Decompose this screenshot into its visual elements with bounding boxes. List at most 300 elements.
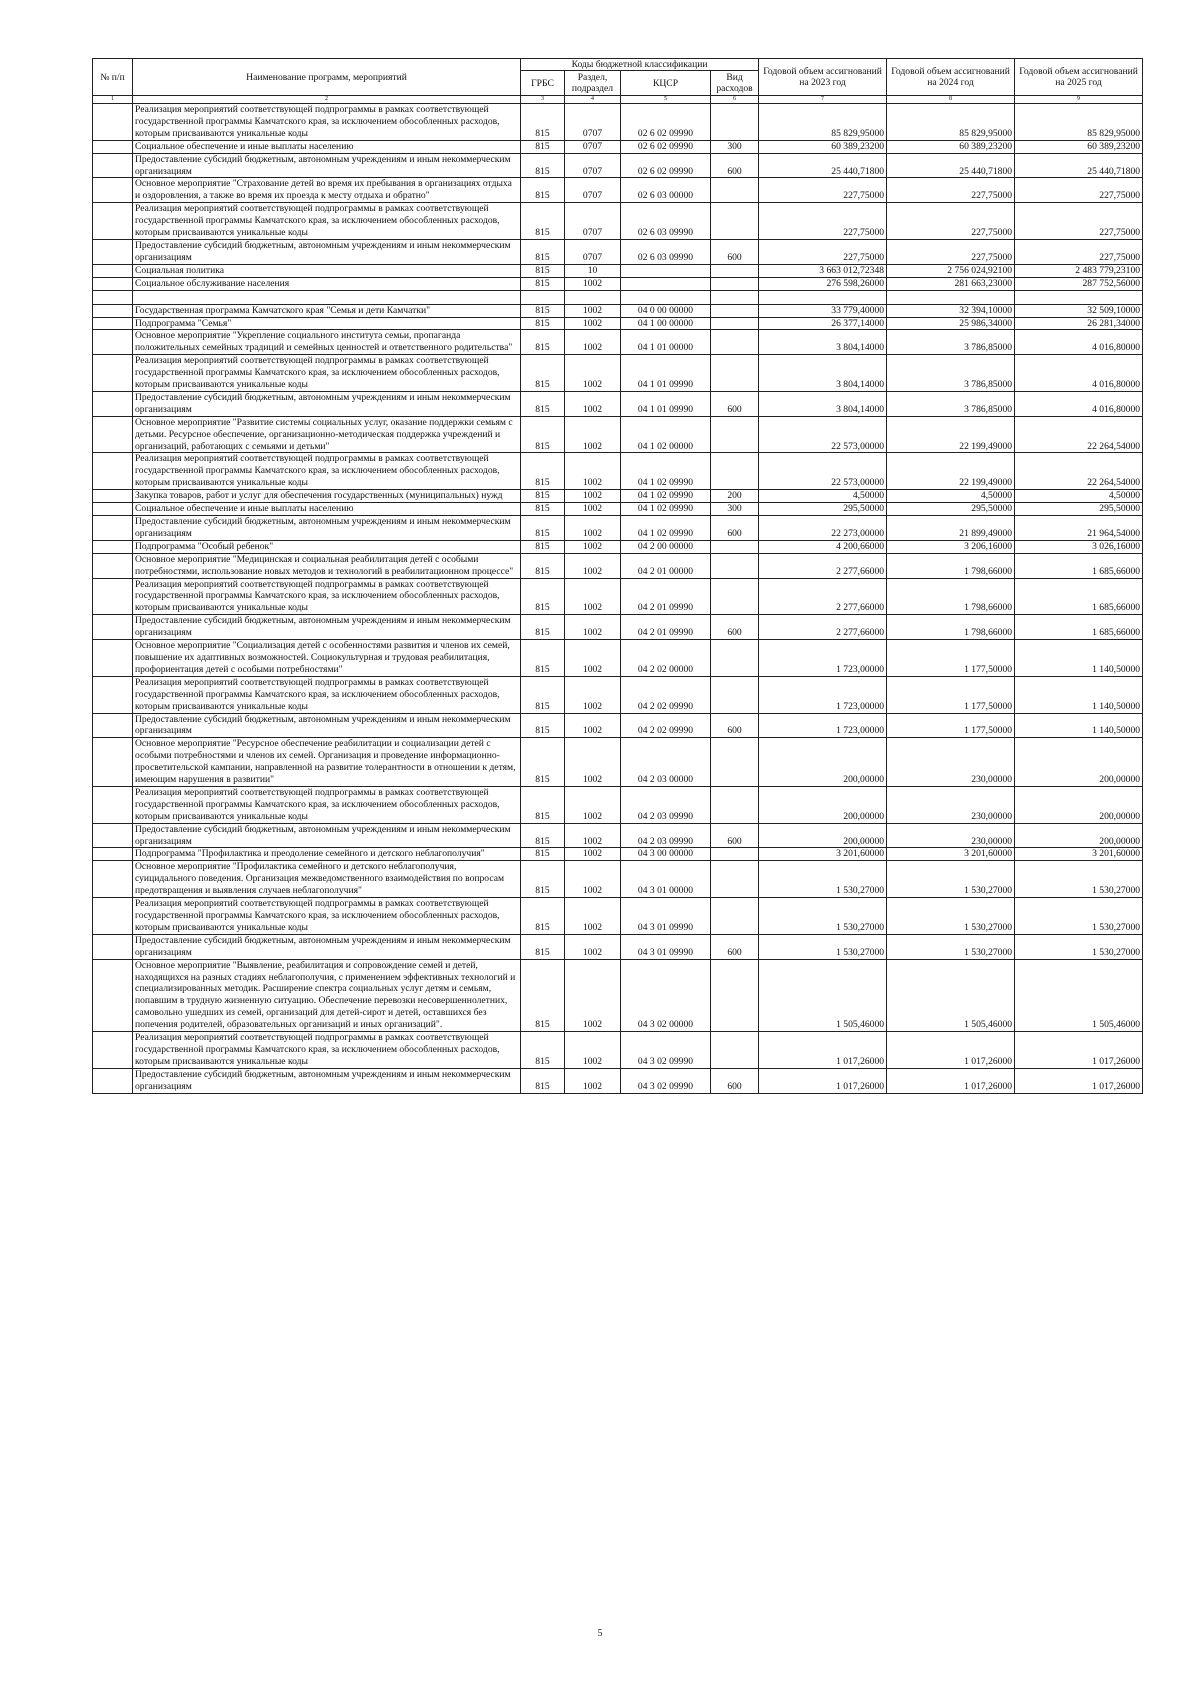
table-row	[93, 453, 1143, 490]
row-2024-cell: 1 177,50000	[887, 713, 1015, 738]
table-row	[93, 239, 1143, 264]
row-vid-cell	[711, 676, 759, 713]
row-2024-cell: 60 389,23200	[887, 140, 1015, 153]
row-kcsr-cell: 04 3 01 00000	[621, 861, 711, 898]
row-vid-cell	[711, 640, 759, 677]
table-header	[93, 59, 1143, 104]
row-2025-cell: 287 752,56000	[1015, 277, 1143, 290]
row-kcsr-cell: 04 1 02 09990	[621, 503, 711, 516]
row-number-cell	[93, 330, 133, 355]
row-name-cell: Предоставление субсидий бюджетным, автономным учреждениям и иным некоммерческим организациям	[133, 934, 521, 959]
row-2025-cell: 227,75000	[1015, 203, 1143, 240]
row-vid-cell: 600	[711, 239, 759, 264]
row-2025-cell: 227,75000	[1015, 239, 1143, 264]
row-2025-cell: 85 829,95000	[1015, 104, 1143, 141]
row-2023-cell: 33 779,40000	[759, 304, 887, 317]
row-2023-cell: 22 573,00000	[759, 453, 887, 490]
row-2025-cell: 25 440,71800	[1015, 153, 1143, 178]
row-name-cell: Предоставление субсидий бюджетным, автономным учреждениям и иным некоммерческим организациям	[133, 713, 521, 738]
row-name-cell: Основное мероприятие "Страхование детей во время их пребывания в организациях отдыха и оздоровления, а также во время их проезда к месту отдыха и обратно"	[133, 178, 521, 203]
table-row	[93, 140, 1143, 153]
row-2024-cell: 3 786,85000	[887, 330, 1015, 355]
row-grbs-cell: 815	[521, 490, 565, 503]
row-razdel-cell: 1002	[565, 898, 621, 935]
row-kcsr-cell: 04 3 02 09990	[621, 1068, 711, 1093]
row-name-cell: Основное мероприятие "Социализация детей с особенностями развития и членов их семей, повышение их адаптивных возможностей. Социокультурная и трудовая реабилитация, профориентация детей с особыми потребностями"	[133, 640, 521, 677]
row-vid-cell: 600	[711, 153, 759, 178]
row-2024-cell: 3 786,85000	[887, 355, 1015, 392]
row-grbs-cell: 815	[521, 848, 565, 861]
row-number-cell	[93, 898, 133, 935]
row-grbs-cell: 815	[521, 503, 565, 516]
row-razdel-cell: 1002	[565, 713, 621, 738]
row-2023-cell: 1 723,00000	[759, 713, 887, 738]
row-number-cell	[93, 640, 133, 677]
row-2025-cell: 1 140,50000	[1015, 713, 1143, 738]
row-number-cell	[93, 153, 133, 178]
row-2024-cell: 2 756 024,92100	[887, 264, 1015, 277]
table-row	[93, 848, 1143, 861]
row-2024-cell: 21 899,49000	[887, 516, 1015, 541]
header-codes: Коды бюджетной классификации	[521, 59, 759, 71]
row-grbs-cell: 815	[521, 738, 565, 787]
row-vid-cell	[711, 304, 759, 317]
row-grbs-cell: 815	[521, 203, 565, 240]
row-2025-cell: 4 016,80000	[1015, 355, 1143, 392]
row-2024-cell: 1 530,27000	[887, 934, 1015, 959]
row-2024-cell: 1 798,66000	[887, 553, 1015, 578]
row-kcsr-cell: 04 3 01 09990	[621, 898, 711, 935]
row-2023-cell: 227,75000	[759, 203, 887, 240]
table-row	[93, 304, 1143, 317]
row-vid-cell	[711, 264, 759, 277]
row-2023-cell: 3 804,14000	[759, 355, 887, 392]
row-name-cell: Реализация мероприятий соответствующей подпрограммы в рамках соответствующей государственной программы Камчатского края, за исключением обособленных расходов, которым присваиваются уникальные коды	[133, 203, 521, 240]
row-kcsr-cell: 04 0 00 00000	[621, 304, 711, 317]
table-row	[93, 317, 1143, 330]
row-razdel-cell	[565, 290, 621, 304]
row-2024-cell: 3 786,85000	[887, 391, 1015, 416]
row-kcsr-cell: 04 3 02 00000	[621, 959, 711, 1031]
row-razdel-cell: 1002	[565, 640, 621, 677]
row-kcsr-cell: 04 1 02 00000	[621, 416, 711, 453]
row-name-cell: Предоставление субсидий бюджетным, автономным учреждениям и иным некоммерческим организациям	[133, 1068, 521, 1093]
row-grbs-cell: 815	[521, 713, 565, 738]
row-grbs-cell: 815	[521, 823, 565, 848]
row-2023-cell: 200,00000	[759, 823, 887, 848]
table-row	[93, 540, 1143, 553]
row-vid-cell	[711, 786, 759, 823]
row-2023-cell: 3 663 012,72348	[759, 264, 887, 277]
table-row	[93, 640, 1143, 677]
row-2024-cell: 1 017,26000	[887, 1032, 1015, 1069]
table-row	[93, 898, 1143, 935]
row-razdel-cell: 1002	[565, 503, 621, 516]
row-2023-cell: 26 377,14000	[759, 317, 887, 330]
row-name-cell: Закупка товаров, работ и услуг для обеспечения государственных (муниципальных) нужд	[133, 490, 521, 503]
row-2024-cell: 1 505,46000	[887, 959, 1015, 1031]
row-2023-cell: 227,75000	[759, 239, 887, 264]
row-kcsr-cell: 04 1 02 09990	[621, 516, 711, 541]
row-vid-cell	[711, 1032, 759, 1069]
row-grbs-cell: 815	[521, 104, 565, 141]
table-row	[93, 490, 1143, 503]
row-2023-cell: 3 804,14000	[759, 330, 887, 355]
row-number-cell	[93, 578, 133, 615]
row-vid-cell	[711, 104, 759, 141]
row-number-cell	[93, 239, 133, 264]
row-kcsr-cell: 04 2 03 09990	[621, 823, 711, 848]
row-kcsr-cell: 04 3 02 09990	[621, 1032, 711, 1069]
row-name-cell: Предоставление субсидий бюджетным, автономным учреждениям и иным некоммерческим организациям	[133, 823, 521, 848]
row-2023-cell: 200,00000	[759, 786, 887, 823]
row-vid-cell: 600	[711, 823, 759, 848]
row-razdel-cell: 1002	[565, 490, 621, 503]
row-2025-cell: 1 140,50000	[1015, 640, 1143, 677]
row-2023-cell: 2 277,66000	[759, 553, 887, 578]
row-kcsr-cell	[621, 277, 711, 290]
row-vid-cell	[711, 578, 759, 615]
row-razdel-cell: 1002	[565, 786, 621, 823]
table-row	[93, 934, 1143, 959]
row-number-cell	[93, 264, 133, 277]
row-grbs-cell	[521, 290, 565, 304]
row-kcsr-cell: 04 2 00 00000	[621, 540, 711, 553]
row-number-cell	[93, 786, 133, 823]
row-kcsr-cell	[621, 290, 711, 304]
row-2024-cell: 230,00000	[887, 823, 1015, 848]
header-col-number: 7	[759, 96, 887, 104]
row-grbs-cell: 815	[521, 959, 565, 1031]
row-vid-cell	[711, 203, 759, 240]
row-vid-cell	[711, 317, 759, 330]
row-kcsr-cell: 04 1 02 09990	[621, 490, 711, 503]
row-kcsr-cell: 04 2 02 09990	[621, 713, 711, 738]
row-name-cell: Реализация мероприятий соответствующей подпрограммы в рамках соответствующей государственной программы Камчатского края, за исключением обособленных расходов, которым присваиваются уникальные коды	[133, 355, 521, 392]
row-2023-cell: 25 440,71800	[759, 153, 887, 178]
row-2023-cell: 1 530,27000	[759, 861, 887, 898]
row-grbs-cell: 815	[521, 1032, 565, 1069]
row-grbs-cell: 815	[521, 304, 565, 317]
table-row	[93, 615, 1143, 640]
row-2024-cell: 25 440,71800	[887, 153, 1015, 178]
row-2024-cell: 227,75000	[887, 178, 1015, 203]
row-2023-cell: 1 505,46000	[759, 959, 887, 1031]
row-2024-cell: 3 201,60000	[887, 848, 1015, 861]
row-name-cell: Реализация мероприятий соответствующей подпрограммы в рамках соответствующей государственной программы Камчатского края, за исключением обособленных расходов, которым присваиваются уникальные коды	[133, 104, 521, 141]
row-2025-cell: 22 264,54000	[1015, 453, 1143, 490]
row-2025-cell: 1 685,66000	[1015, 578, 1143, 615]
row-2025-cell: 22 264,54000	[1015, 416, 1143, 453]
row-razdel-cell: 0707	[565, 140, 621, 153]
row-grbs-cell: 815	[521, 861, 565, 898]
row-2024-cell: 22 199,49000	[887, 416, 1015, 453]
row-number-cell	[93, 453, 133, 490]
row-2023-cell: 60 389,23200	[759, 140, 887, 153]
row-grbs-cell: 815	[521, 264, 565, 277]
table-row	[93, 264, 1143, 277]
header-col-number: 8	[887, 96, 1015, 104]
row-2024-cell: 85 829,95000	[887, 104, 1015, 141]
row-2024-cell: 281 663,23000	[887, 277, 1015, 290]
row-2025-cell: 1 017,26000	[1015, 1032, 1143, 1069]
budget-table	[92, 58, 1143, 1094]
header-col-number: 5	[621, 96, 711, 104]
row-kcsr-cell	[621, 264, 711, 277]
table-body	[93, 104, 1143, 1094]
row-kcsr-cell: 02 6 02 09990	[621, 140, 711, 153]
row-razdel-cell: 1002	[565, 317, 621, 330]
row-2024-cell: 32 394,10000	[887, 304, 1015, 317]
row-grbs-cell: 815	[521, 453, 565, 490]
row-2024-cell: 227,75000	[887, 203, 1015, 240]
row-grbs-cell: 815	[521, 1068, 565, 1093]
row-name-cell: Социальное обслуживание населения	[133, 277, 521, 290]
header-grbs: ГРБС	[521, 71, 565, 96]
row-number-cell	[93, 516, 133, 541]
header-col-number: 2	[133, 96, 521, 104]
row-kcsr-cell: 02 6 03 09990	[621, 239, 711, 264]
table-row	[93, 290, 1143, 304]
table-row	[93, 178, 1143, 203]
row-name-cell: Предоставление субсидий бюджетным, автономным учреждениям и иным некоммерческим организациям	[133, 239, 521, 264]
row-name-cell: Реализация мероприятий соответствующей подпрограммы в рамках соответствующей государственной программы Камчатского края, за исключением обособленных расходов, которым присваиваются уникальные коды	[133, 1032, 521, 1069]
row-razdel-cell: 1002	[565, 391, 621, 416]
row-number-cell	[93, 317, 133, 330]
row-2025-cell: 1 140,50000	[1015, 676, 1143, 713]
row-2023-cell: 22 273,00000	[759, 516, 887, 541]
row-razdel-cell: 1002	[565, 540, 621, 553]
row-number-cell	[93, 738, 133, 787]
row-2024-cell: 22 199,49000	[887, 453, 1015, 490]
row-name-cell: Реализация мероприятий соответствующей подпрограммы в рамках соответствующей государственной программы Камчатского края, за исключением обособленных расходов, которым присваиваются уникальные коды	[133, 453, 521, 490]
header-kcsr: КЦСР	[621, 71, 711, 96]
row-kcsr-cell: 04 2 03 09990	[621, 786, 711, 823]
row-grbs-cell: 815	[521, 239, 565, 264]
row-razdel-cell: 1002	[565, 1068, 621, 1093]
row-vid-cell	[711, 416, 759, 453]
row-kcsr-cell: 04 2 02 09990	[621, 676, 711, 713]
row-2023-cell: 1 017,26000	[759, 1068, 887, 1093]
row-2025-cell: 4,50000	[1015, 490, 1143, 503]
row-vid-cell	[711, 848, 759, 861]
row-2023-cell: 1 530,27000	[759, 898, 887, 935]
row-number-cell	[93, 290, 133, 304]
row-razdel-cell: 0707	[565, 104, 621, 141]
row-2023-cell: 1 017,26000	[759, 1032, 887, 1069]
table-row	[93, 861, 1143, 898]
row-2025-cell: 1 530,27000	[1015, 861, 1143, 898]
header-col-number: 4	[565, 96, 621, 104]
row-grbs-cell: 815	[521, 355, 565, 392]
row-name-cell: Реализация мероприятий соответствующей подпрограммы в рамках соответствующей государственной программы Камчатского края, за исключением обособленных расходов, которым присваиваются уникальные коды	[133, 898, 521, 935]
row-number-cell	[93, 503, 133, 516]
row-number-cell	[93, 104, 133, 141]
row-grbs-cell: 815	[521, 153, 565, 178]
row-2025-cell: 3 201,60000	[1015, 848, 1143, 861]
row-name-cell	[133, 290, 521, 304]
row-razdel-cell: 0707	[565, 178, 621, 203]
row-kcsr-cell: 04 2 01 09990	[621, 615, 711, 640]
table-row	[93, 676, 1143, 713]
table-row	[93, 1068, 1143, 1093]
row-2024-cell: 3 206,16000	[887, 540, 1015, 553]
row-razdel-cell: 1002	[565, 553, 621, 578]
row-grbs-cell: 815	[521, 391, 565, 416]
row-number-cell	[93, 676, 133, 713]
row-razdel-cell: 1002	[565, 934, 621, 959]
row-2023-cell: 1 723,00000	[759, 640, 887, 677]
row-name-cell: Реализация мероприятий соответствующей подпрограммы в рамках соответствующей государственной программы Камчатского края, за исключением обособленных расходов, которым присваиваются уникальные коды	[133, 676, 521, 713]
row-name-cell: Предоставление субсидий бюджетным, автономным учреждениям и иным некоммерческим организациям	[133, 391, 521, 416]
row-number-cell	[93, 861, 133, 898]
row-2023-cell: 1 723,00000	[759, 676, 887, 713]
row-name-cell: Социальное обеспечение и иные выплаты населению	[133, 140, 521, 153]
row-2025-cell: 200,00000	[1015, 823, 1143, 848]
row-grbs-cell: 815	[521, 640, 565, 677]
row-2025-cell: 200,00000	[1015, 738, 1143, 787]
row-2024-cell: 1 530,27000	[887, 861, 1015, 898]
row-2024-cell: 1 177,50000	[887, 640, 1015, 677]
row-2025-cell: 4 016,80000	[1015, 391, 1143, 416]
row-kcsr-cell: 04 2 02 00000	[621, 640, 711, 677]
row-grbs-cell: 815	[521, 277, 565, 290]
row-grbs-cell: 815	[521, 553, 565, 578]
row-grbs-cell: 815	[521, 516, 565, 541]
row-razdel-cell: 1002	[565, 330, 621, 355]
table-row	[93, 786, 1143, 823]
row-number-cell	[93, 848, 133, 861]
table-row	[93, 153, 1143, 178]
row-2023-cell: 2 277,66000	[759, 615, 887, 640]
row-name-cell: Подпрограмма "Семья"	[133, 317, 521, 330]
row-grbs-cell: 815	[521, 898, 565, 935]
row-grbs-cell: 815	[521, 676, 565, 713]
row-name-cell: Основное мероприятие "Выявление, реабилитация и сопровождение семей и детей, находящихся на разных стадиях неблагополучия, с применением эффективных технологий и специализированных методик. Расширение спектра социальных услуг детям и семьям, попавшим в трудную жизненную ситуацию. Обеспечение перевозки несовершеннолетних, самовольно ушедших из семей, организаций для детей-сирот и детей, оставшихся без попечения родителей, образовательных организаций и иных организаций".	[133, 959, 521, 1031]
row-razdel-cell: 1002	[565, 738, 621, 787]
row-grbs-cell: 815	[521, 416, 565, 453]
row-vid-cell	[711, 898, 759, 935]
row-name-cell: Основное мероприятие "Профилактика семейного и детского неблагополучия, суицидального поведения. Организация межведомственного взаимодействия по вопросам предотвращения и выявления случаев неблагополучия"	[133, 861, 521, 898]
row-vid-cell	[711, 277, 759, 290]
row-number-cell	[93, 416, 133, 453]
row-vid-cell	[711, 290, 759, 304]
row-number-cell	[93, 1032, 133, 1069]
row-2025-cell: 1 685,66000	[1015, 615, 1143, 640]
row-2025-cell: 227,75000	[1015, 178, 1143, 203]
row-2025-cell: 1 530,27000	[1015, 898, 1143, 935]
row-razdel-cell: 1002	[565, 615, 621, 640]
table-row	[93, 823, 1143, 848]
row-kcsr-cell: 02 6 03 09990	[621, 203, 711, 240]
row-name-cell: Основное мероприятие "Укрепление социального института семьи, пропаганда положительных семейных традиций и семейных ценностей и ответственного родительства"	[133, 330, 521, 355]
row-kcsr-cell: 04 1 01 00000	[621, 330, 711, 355]
header-col-number: 9	[1015, 96, 1143, 104]
row-razdel-cell: 0707	[565, 239, 621, 264]
row-name-cell: Реализация мероприятий соответствующей подпрограммы в рамках соответствующей государственной программы Камчатского края, за исключением обособленных расходов, которым присваиваются уникальные коды	[133, 578, 521, 615]
row-grbs-cell: 815	[521, 578, 565, 615]
row-2024-cell: 1 530,27000	[887, 898, 1015, 935]
row-grbs-cell: 815	[521, 540, 565, 553]
table-row	[93, 277, 1143, 290]
row-2025-cell: 60 389,23200	[1015, 140, 1143, 153]
row-2025-cell: 200,00000	[1015, 786, 1143, 823]
row-kcsr-cell: 04 1 00 00000	[621, 317, 711, 330]
row-name-cell: Подпрограмма "Особый ребенок"	[133, 540, 521, 553]
row-kcsr-cell: 02 6 02 09990	[621, 104, 711, 141]
row-2025-cell: 2 483 779,23100	[1015, 264, 1143, 277]
row-name-cell: Основное мероприятие "Ресурсное обеспечение реабилитации и социализации детей с особыми потребностями и членов их семей. Организация и проведение информационно-просветительской кампании, направленной на развитие толерантности в отношении к детям, имеющим нарушения в развитии"	[133, 738, 521, 787]
table-row	[93, 516, 1143, 541]
table-row	[93, 959, 1143, 1031]
table-row	[93, 104, 1143, 141]
header-col-number: 6	[711, 96, 759, 104]
page-number: 5	[597, 1628, 603, 1639]
row-2025-cell: 4 016,80000	[1015, 330, 1143, 355]
row-razdel-cell: 10	[565, 264, 621, 277]
row-vid-cell: 600	[711, 713, 759, 738]
row-number-cell	[93, 615, 133, 640]
row-grbs-cell: 815	[521, 178, 565, 203]
header-2024: Годовой объем ассигнований на 2024 год	[887, 59, 1015, 96]
row-vid-cell	[711, 178, 759, 203]
row-grbs-cell: 815	[521, 786, 565, 823]
row-2023-cell: 2 277,66000	[759, 578, 887, 615]
row-number-cell	[93, 959, 133, 1031]
table-row	[93, 553, 1143, 578]
row-2025-cell: 26 281,34000	[1015, 317, 1143, 330]
row-razdel-cell: 1002	[565, 848, 621, 861]
row-vid-cell: 200	[711, 490, 759, 503]
row-2023-cell: 3 201,60000	[759, 848, 887, 861]
row-vid-cell	[711, 553, 759, 578]
row-name-cell: Реализация мероприятий соответствующей подпрограммы в рамках соответствующей государственной программы Камчатского края, за исключением обособленных расходов, которым присваиваются уникальные коды	[133, 786, 521, 823]
row-name-cell: Предоставление субсидий бюджетным, автономным учреждениям и иным некоммерческим организациям	[133, 153, 521, 178]
row-2023-cell: 200,00000	[759, 738, 887, 787]
row-kcsr-cell: 04 3 00 00000	[621, 848, 711, 861]
table-row	[93, 355, 1143, 392]
row-2024-cell: 230,00000	[887, 786, 1015, 823]
row-kcsr-cell: 04 2 03 00000	[621, 738, 711, 787]
row-2023-cell: 85 829,95000	[759, 104, 887, 141]
row-2023-cell	[759, 290, 887, 304]
row-number-cell	[93, 553, 133, 578]
row-2025-cell: 1 505,46000	[1015, 959, 1143, 1031]
row-2024-cell: 1 177,50000	[887, 676, 1015, 713]
row-2024-cell: 1 798,66000	[887, 615, 1015, 640]
row-number-cell	[93, 540, 133, 553]
row-2025-cell: 295,50000	[1015, 503, 1143, 516]
row-name-cell: Предоставление субсидий бюджетным, автономным учреждениям и иным некоммерческим организациям	[133, 615, 521, 640]
row-name-cell: Государственная программа Камчатского края "Семья и дети Камчатки"	[133, 304, 521, 317]
row-vid-cell	[711, 330, 759, 355]
row-vid-cell	[711, 355, 759, 392]
header-razdel: Раздел, подраздел	[565, 71, 621, 96]
row-razdel-cell: 1002	[565, 304, 621, 317]
row-2025-cell: 21 964,54000	[1015, 516, 1143, 541]
row-vid-cell	[711, 738, 759, 787]
row-number-cell	[93, 203, 133, 240]
row-razdel-cell: 0707	[565, 203, 621, 240]
row-kcsr-cell: 04 1 02 09990	[621, 453, 711, 490]
row-2023-cell: 3 804,14000	[759, 391, 887, 416]
row-2023-cell: 227,75000	[759, 178, 887, 203]
row-2023-cell: 4,50000	[759, 490, 887, 503]
row-2024-cell: 230,00000	[887, 738, 1015, 787]
row-2025-cell: 3 026,16000	[1015, 540, 1143, 553]
row-2025-cell	[1015, 290, 1143, 304]
row-number-cell	[93, 277, 133, 290]
